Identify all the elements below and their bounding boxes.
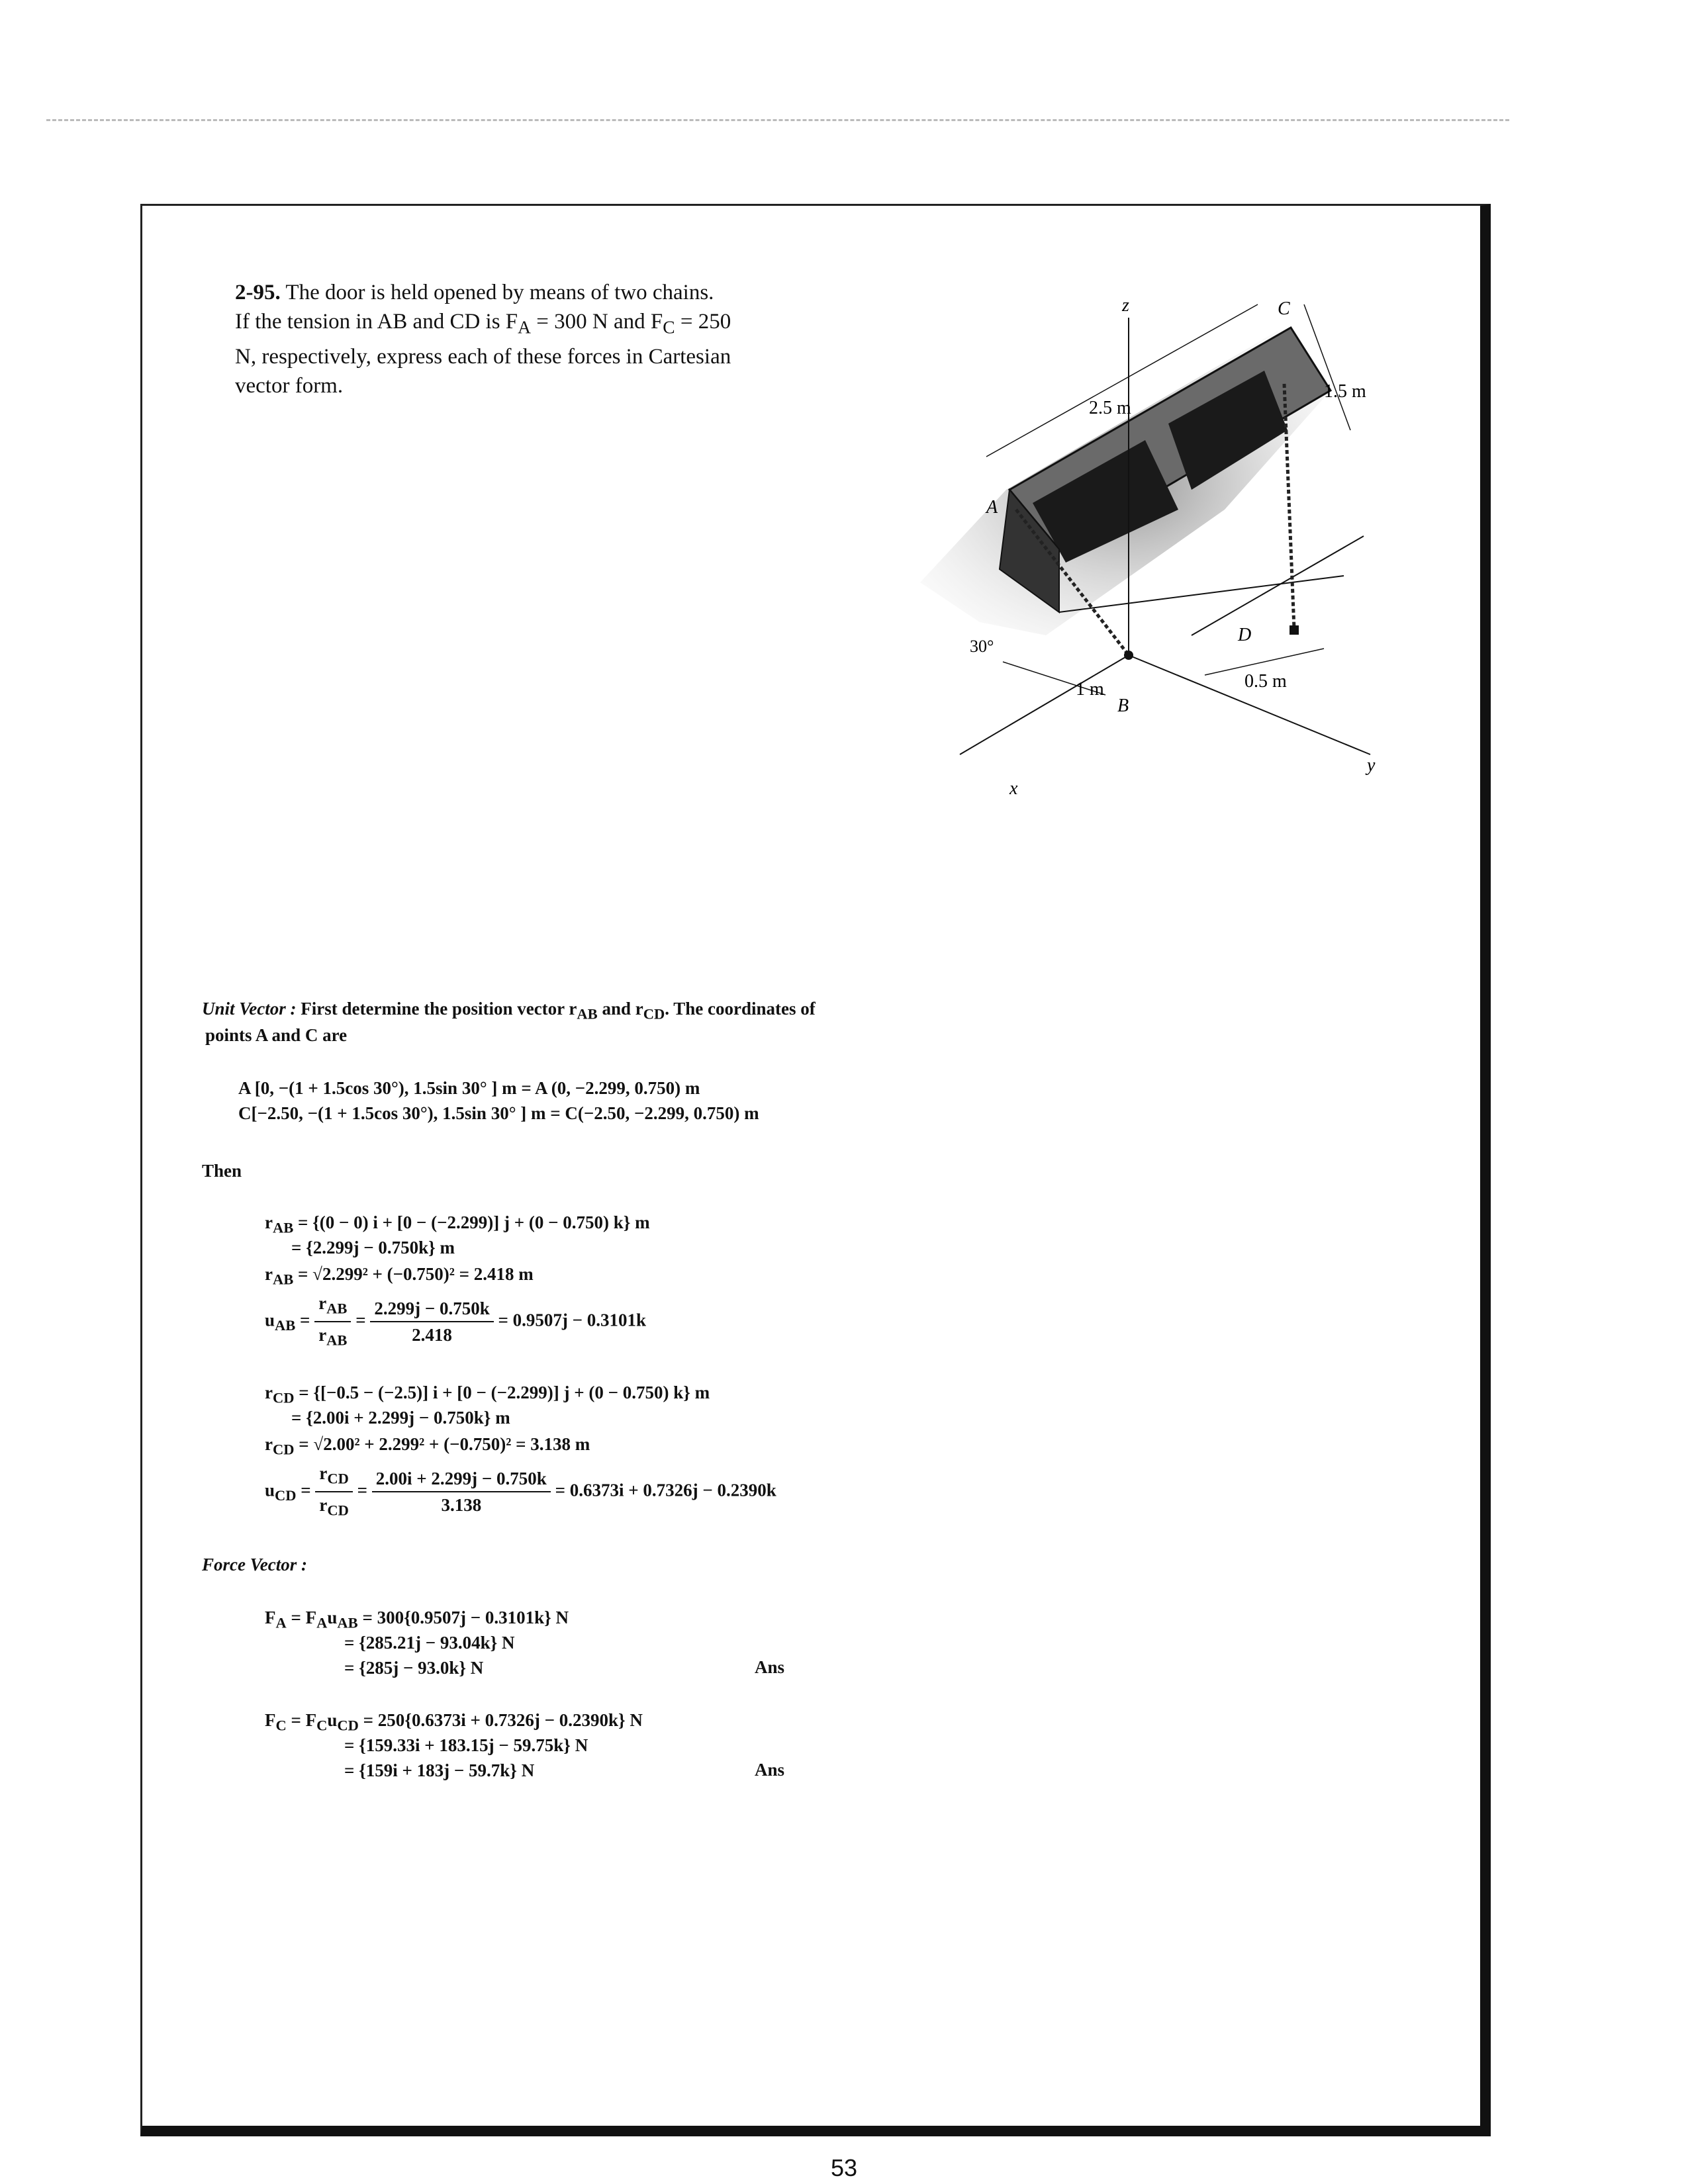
fc-answer-label: Ans	[755, 1760, 785, 1780]
fa-sub-2: A	[316, 1614, 328, 1631]
uab-symbol: u	[265, 1310, 275, 1330]
rab-mag-sub: AB	[272, 1271, 294, 1288]
problem-text-1: The door is held opened by means of two chains.	[285, 281, 714, 304]
label-a: A	[986, 497, 998, 518]
fc-mid: = F	[286, 1710, 317, 1730]
uab-f1-den: r	[318, 1325, 327, 1345]
label-y: y	[1367, 755, 1376, 776]
fa-sub-3: AB	[337, 1614, 358, 1631]
fc-equation-2: = {159.33i + 183.15j − 59.75k} N	[344, 1735, 588, 1755]
uab-result: = 0.9507j − 0.3101k	[498, 1310, 647, 1330]
ucd-f1-den-sub: CD	[327, 1502, 349, 1519]
ucd-result: = 0.6373i + 0.7326j − 0.2390k	[555, 1480, 776, 1500]
problem-text-2c: = 250	[675, 310, 731, 334]
rcd-symbol: r	[265, 1383, 273, 1402]
coordinate-a: A [0, −(1 + 1.5cos 30°), 1.5sin 30° ] m = A (0, −2.299, 0.750) m	[238, 1078, 700, 1098]
uab-f1-den-sub: AB	[326, 1332, 348, 1349]
label-b: B	[1117, 696, 1129, 716]
label-0-5m: 0.5 m	[1244, 671, 1287, 692]
problem-text-2: If the tension in AB and CD is F	[235, 310, 518, 334]
uab-f2-num: 2.299j − 0.750k	[370, 1296, 493, 1322]
label-2-5m: 2.5 m	[1089, 398, 1131, 418]
problem-number: 2-95.	[235, 281, 281, 304]
ucd-fraction-2	[372, 1466, 551, 1518]
rab-symbol: r	[265, 1212, 273, 1232]
x-axis	[960, 655, 1129, 754]
fa-answer-label: Ans	[755, 1657, 785, 1677]
point-d-marker	[1289, 625, 1299, 635]
fa-u: u	[327, 1608, 338, 1627]
ucd-sub: CD	[275, 1486, 297, 1504]
rcd-magnitude	[265, 1432, 590, 1462]
unit-vector-text: First determine the position vector r	[296, 999, 577, 1019]
problem-line-1	[235, 278, 791, 307]
coordinate-c: C[−2.50, −(1 + 1.5cos 30°), 1.5sin 30° ] m = C(−2.50, −2.299, 0.750) m	[238, 1103, 759, 1123]
label-x: x	[1009, 778, 1018, 799]
fa-rest: = 300{0.9507j − 0.3101k} N	[357, 1608, 569, 1627]
label-1-5m: 1.5 m	[1324, 381, 1366, 402]
top-dashed-rule	[46, 119, 1509, 121]
uab-equation: $u_{AB}$ = $\frac{r_{AB}}{r_{AB}}$ = $\frac{2.299j - 0.750k}{2.418}$ = 0.9507j − 0.3101k	[265, 1291, 646, 1353]
problem-sub-c: C	[663, 316, 675, 338]
force-vector-heading: Force Vector :	[202, 1555, 307, 1574]
rab-mag-symbol: r	[265, 1264, 273, 1284]
fc-rest: = 250{0.6373i + 0.7326j − 0.2390k} N	[358, 1710, 643, 1730]
uab-f2-den: 2.418	[412, 1325, 452, 1345]
ucd-f2-num: 2.00i + 2.299j − 0.750k	[372, 1466, 551, 1492]
fc-symbol: F	[265, 1710, 276, 1730]
rab-rest: = {(0 − 0) i + [0 − (−2.299)] j + (0 − 0.750) k} m	[293, 1212, 650, 1232]
rcd-mag-rest: = √2.00² + 2.299² + (−0.750)² = 3.138 m	[294, 1434, 590, 1454]
problem-line-3: N, respectively, express each of these forces in Cartesian	[235, 344, 731, 369]
label-30deg: 30°	[970, 637, 994, 656]
ucd-fraction-1	[315, 1461, 352, 1524]
rcd-mag-sub: CD	[272, 1441, 295, 1458]
fc-equation-3: = {159i + 183j − 59.7k} N	[344, 1760, 535, 1780]
ucd-symbol: u	[265, 1480, 275, 1500]
problem-line-2	[235, 307, 791, 342]
rab-sub: AB	[272, 1219, 294, 1236]
unit-vector-sub-ab: AB	[577, 1005, 598, 1023]
ucd-equation: $u_{CD}$ = $\frac{r_{CD}}{r_{CD}}$ = $\frac{2.00i + 2.299j - 0.750k}{3.138}$ = 0.6373i + 0.7326j − 0.2390k	[265, 1461, 776, 1524]
uab-f1-num: r	[318, 1293, 327, 1313]
label-c: C	[1278, 298, 1290, 319]
fa-equation-2: = {285.21j − 93.04k} N	[344, 1633, 515, 1653]
rab-equation-2: = {2.299j − 0.750k} m	[291, 1238, 455, 1257]
door-chain-figure	[907, 291, 1397, 814]
y-axis	[1129, 655, 1370, 754]
fc-sub: C	[275, 1717, 287, 1734]
fc-sub-3: CD	[337, 1717, 359, 1734]
problem-line-4: vector form.	[235, 373, 344, 398]
ucd-f1-den: r	[319, 1495, 328, 1516]
rab-magnitude	[265, 1261, 534, 1292]
uab-f1-num-sub: AB	[326, 1300, 348, 1317]
problem-sub-a: A	[518, 316, 532, 338]
rcd-rest: = {[−0.5 − (−2.5)] i + [0 − (−2.299)] j + (0 − 0.750) k} m	[294, 1383, 710, 1402]
problem-statement	[235, 278, 791, 400]
label-z: z	[1122, 295, 1129, 316]
unit-vector-text-2: and r	[597, 999, 643, 1019]
rcd-equation-2: = {2.00i + 2.299j − 0.750k} m	[291, 1408, 510, 1428]
uab-sub: AB	[275, 1316, 296, 1334]
fc-u: u	[327, 1710, 338, 1730]
unit-vector-line-2: points A and C are	[205, 1025, 348, 1045]
fa-sub: A	[275, 1614, 287, 1631]
unit-vector-text-3: . The coordinates of	[665, 999, 816, 1019]
ref-line-right	[1192, 536, 1364, 635]
label-d: D	[1238, 625, 1252, 645]
then-label: Then	[202, 1161, 242, 1181]
ucd-f1-num-sub: CD	[327, 1470, 349, 1487]
fa-mid: = F	[286, 1608, 317, 1627]
label-1m: 1 m	[1076, 679, 1104, 700]
ucd-f2-den: 3.138	[441, 1495, 482, 1516]
ucd-f1-num: r	[319, 1463, 328, 1483]
fc-sub-2: C	[316, 1717, 328, 1734]
page-number: 53	[831, 2154, 858, 2181]
rcd-mag-symbol: r	[265, 1434, 273, 1454]
uab-fraction-1	[314, 1291, 351, 1353]
point-b-marker	[1124, 651, 1133, 660]
fa-equation-3: = {285j − 93.0k} N	[344, 1658, 484, 1678]
fa-symbol: F	[265, 1608, 276, 1627]
problem-text-2b: = 300 N and F	[531, 310, 663, 334]
unit-vector-sub-cd: CD	[643, 1005, 665, 1023]
rcd-sub: CD	[272, 1389, 295, 1406]
uab-fraction-2	[370, 1296, 493, 1347]
rab-mag-rest: = √2.299² + (−0.750)² = 2.418 m	[293, 1264, 534, 1284]
unit-vector-heading: Unit Vector :	[202, 999, 297, 1019]
